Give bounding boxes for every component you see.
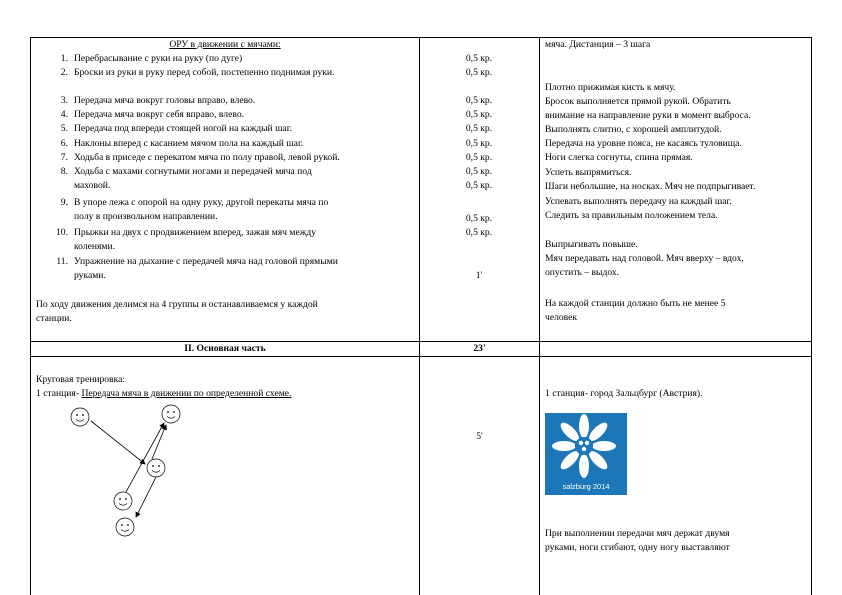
method-note: Успеть выпрямиться. xyxy=(545,167,632,178)
method-note: Успевать выполнять передачу на каждый шаг. xyxy=(545,196,732,207)
main-part-time: 23' xyxy=(473,343,486,354)
list-item: 9. В упоре лежа с опорой на одну руку, другой перекаты мяча по полу в произвольном направлении. xyxy=(60,197,329,222)
list-item: 11. Упражнение на дыхание с передачей мяча над головой прямыми руками. xyxy=(56,256,338,281)
dose-value: 0,5 кр. xyxy=(465,213,493,224)
method-note: Выпрыгивать повыше. xyxy=(545,239,638,250)
method-note: Следить за правильным положением тела. xyxy=(545,210,718,221)
station-1-time: 5' xyxy=(476,431,483,442)
list-item: 6. Наклоны вперед с касанием мячом пола на каждый шаг. xyxy=(60,138,304,149)
arrow-icon xyxy=(136,477,156,517)
dose-value: 0,5 кр. xyxy=(465,138,493,149)
dose-value: 1' xyxy=(475,270,483,281)
method-note: Передача на уровне пояса, не касаясь туловища. xyxy=(545,138,742,149)
method-note: Бросок выполняется прямой рукой. Обратить xyxy=(545,96,731,107)
method-note: Выполнять слитно, с хорошей амплитудой. xyxy=(545,124,722,135)
smiley-face-icon xyxy=(71,408,89,426)
smiley-face-icon xyxy=(147,459,165,477)
station-1-note-line-2: руками, ноги сгибают, одну ногу выставляют xyxy=(545,542,730,553)
dose-value: 0,5 кр. xyxy=(465,53,493,64)
method-note: Мяч передавать над головой. Мяч вверху – вдох, xyxy=(545,253,744,264)
station-1-city: 1 станция- город Зальцбург (Австрия). xyxy=(545,388,703,399)
dose-value: 0,5 кр. xyxy=(465,152,493,163)
dose-value: 0,5 кр. xyxy=(465,166,493,177)
circuit-intro: Круговая тренировка: xyxy=(36,374,126,385)
list-item: 5. Передача под впереди стоящей ногой на каждый шаг. xyxy=(60,123,292,134)
method-note: Плотно прижимая кисть к мячу. xyxy=(545,82,676,93)
oru-heading: ОРУ в движении с мячами: xyxy=(169,39,281,50)
list-item: 8. Ходьба с махами согнутыми ногами и передачей мяча под маховой. xyxy=(60,166,312,191)
list-item: 7. Ходьба в приседе с перекатом мяча по полу правой, левой рукой. xyxy=(60,152,340,163)
dose-value: 0,5 кр. xyxy=(465,227,493,238)
edelweiss-logo-icon xyxy=(545,413,627,495)
method-note: опустить – выдох. xyxy=(545,267,620,278)
arrow-icon xyxy=(91,421,145,464)
smiley-face-icon xyxy=(162,405,180,423)
logo-text: salzburg 2014 xyxy=(562,482,610,491)
oru-footer-line-1: По ходу движения делимся на 4 группы и останавливаемся у каждой xyxy=(36,299,318,310)
list-item: 1. Перебрасывание с руки на руку (по дуге) xyxy=(60,53,243,64)
main-part-title: II. Основная часть xyxy=(184,343,266,354)
dose-value: 0,5 кр. xyxy=(465,95,493,106)
dose-value: 0,5 кр. xyxy=(465,180,493,191)
method-note: Ноги слегка согнуты, спина прямая. xyxy=(545,152,693,163)
list-item: 10. Прыжки на двух с продвижением вперед, зажав мяч между коленями. xyxy=(56,227,317,252)
method-note: внимание на направление руки в момент выброса. xyxy=(545,110,751,121)
method-note: Шаги небольшие, на носках. Мяч не подпрыгивает. xyxy=(545,181,756,192)
dose-value: 0,5 кр. xyxy=(465,123,493,134)
method-note: человек xyxy=(545,312,578,323)
station-1-description: 1 станция- Передача мяча в движении по определенной схеме. xyxy=(36,388,292,399)
method-note: На каждой станции должно быть не менее 5 xyxy=(545,298,726,309)
list-item: 2. Броски из руки в руку перед собой, постепенно поднимая руки. xyxy=(60,67,335,78)
smiley-face-icon xyxy=(116,518,134,536)
method-note: мяча. Дистанция – 3 шага xyxy=(545,39,651,50)
oru-footer-line-2: станции. xyxy=(36,313,72,324)
dose-value: 0,5 кр. xyxy=(465,67,493,78)
smiley-face-icon xyxy=(114,492,132,510)
list-item: 4. Передача мяча вокруг себя вправо, влево. xyxy=(60,109,245,120)
dose-value: 0,5 кр. xyxy=(465,109,493,120)
station-1-note-line-1: При выполнении передачи мяч держат двумя xyxy=(545,528,730,539)
arrow-icon xyxy=(126,423,164,492)
arrow-icon xyxy=(152,425,166,459)
list-item: 3. Передача мяча вокруг головы вправо, влево. xyxy=(60,95,256,106)
